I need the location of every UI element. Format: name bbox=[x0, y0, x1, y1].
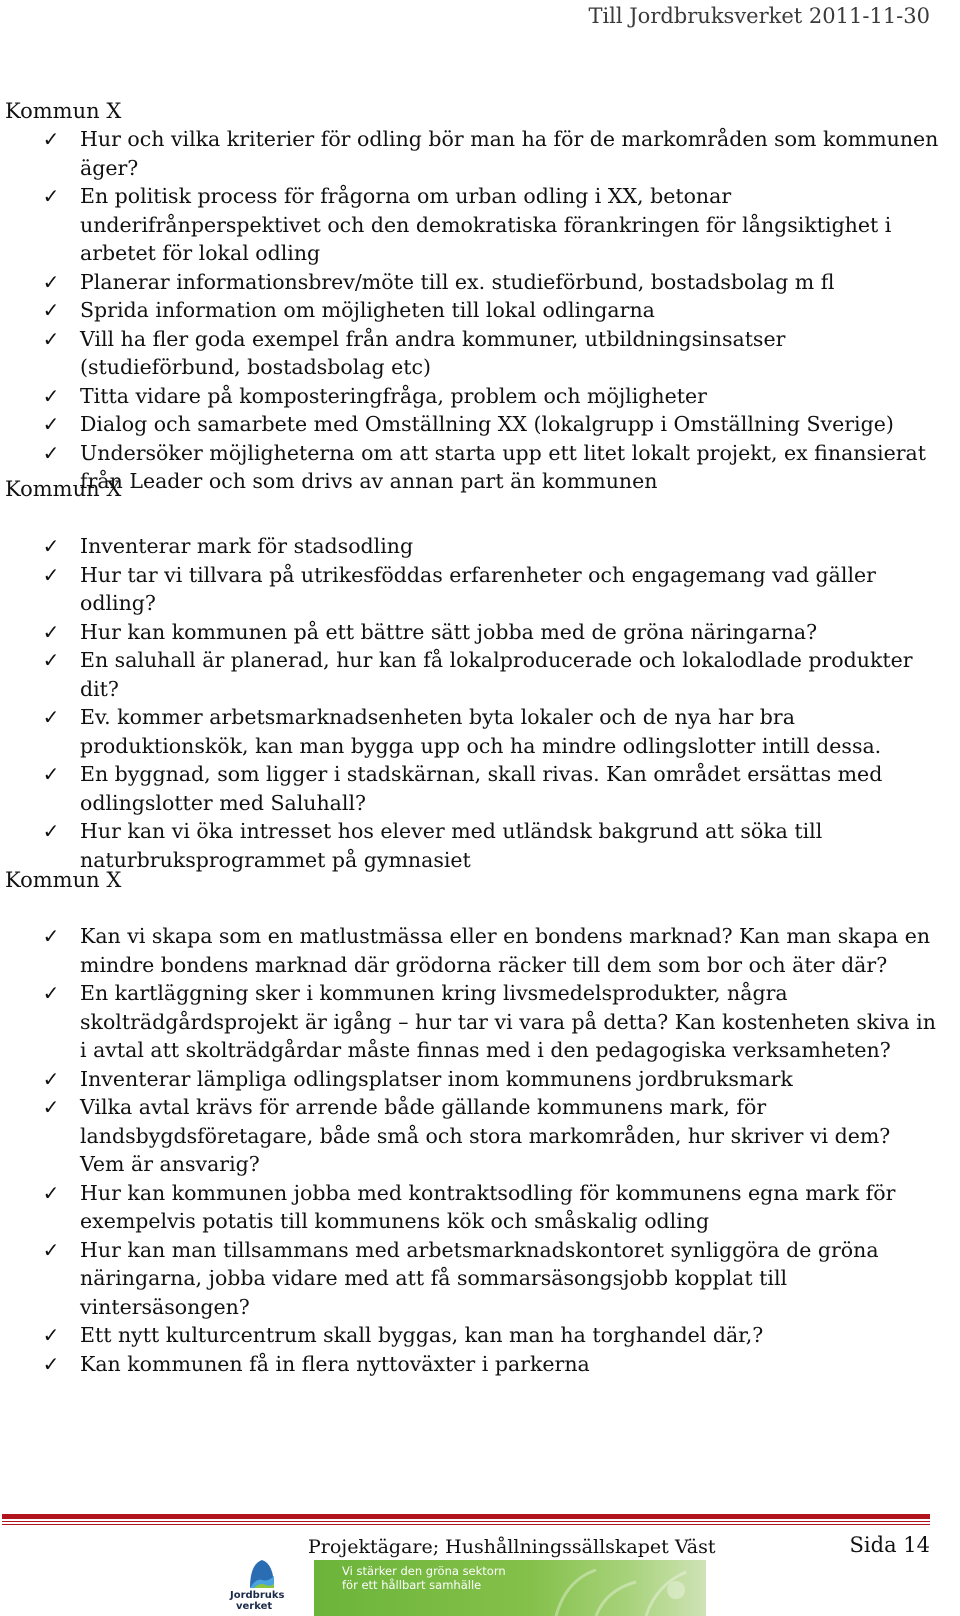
logo-emblem-icon bbox=[226, 1558, 298, 1592]
checkmark-icon: ✓ bbox=[42, 440, 60, 465]
list-item: ✓ Titta vidare på komposteringfråga, problem och möjligheter bbox=[0, 382, 960, 411]
checkmark-icon: ✓ bbox=[42, 534, 60, 558]
list-item: ✓ Planerar informationsbrev/möte till ex. studieförbund, bostadsbolag m fl bbox=[0, 268, 960, 297]
checkmark-icon: ✓ bbox=[42, 269, 60, 294]
footer-banner bbox=[314, 1560, 706, 1616]
checkmark-icon: ✓ bbox=[42, 298, 60, 322]
footer-rule-thin-2 bbox=[2, 1524, 930, 1525]
list-item: ✓ Kan kommunen få in flera nyttoväxter i parkerna bbox=[0, 1350, 960, 1379]
header-title: Till Jordbruksverket 2011-11-30 bbox=[588, 4, 930, 28]
list-item: ✓ En kartläggning sker i kommunen kring livsmedelsprodukter, några skolträdgårdsprojekt är igång – hur tar vi vara på detta? Kan kostenheten skiva in i avtal att skolträdgårdar måste finnas med i den pedagogiska verksamheten? bbox=[0, 979, 960, 1065]
banner-plant-icon bbox=[536, 1560, 706, 1616]
list-item: ✓ Hur kan man tillsammans med arbetsmarknadskontoret synliggöra de gröna näringarna, jobba vidare med att få sommarsäsongsjobb kopplat till vintersäsongen? bbox=[0, 1236, 960, 1322]
checkmark-icon: ✓ bbox=[42, 412, 60, 436]
page-number: Sida 14 bbox=[849, 1533, 930, 1557]
list-item: ✓ Sprida information om möjligheten till lokal odlingarna bbox=[0, 296, 960, 325]
section-list-2 bbox=[0, 532, 960, 874]
checkmark-icon: ✓ bbox=[42, 1095, 60, 1119]
section-list-1 bbox=[0, 125, 960, 496]
checkmark-icon: ✓ bbox=[42, 1351, 60, 1376]
checkmark-icon: ✓ bbox=[42, 762, 60, 786]
list-item: ✓ Inventerar mark för stadsodling bbox=[0, 532, 960, 561]
list-item: ✓ En politisk process för frågorna om urban odling i XX, betonar underifrånperspektivet och den demokratiska förankringen för långsiktighet i arbetet för lokal odling bbox=[0, 182, 960, 268]
banner-slogan: Vi stärker den gröna sektorn för ett hållbart samhälle bbox=[342, 1564, 506, 1592]
checkmark-icon: ✓ bbox=[42, 1066, 60, 1091]
list-item: ✓ Vilka avtal krävs för arrende både gällande kommunens mark, för landsbygdsföretagare, både små och stora markområden, hur skriver vi dem? Vem är ansvarig? bbox=[0, 1093, 960, 1179]
checkmark-icon: ✓ bbox=[42, 383, 60, 408]
jordbruksverket-logo bbox=[226, 1558, 298, 1616]
footer-project-owner: Projektägare; Hushållningssällskapet Väst bbox=[308, 1536, 716, 1558]
checkmark-icon: ✓ bbox=[42, 924, 60, 948]
checkmark-icon: ✓ bbox=[42, 562, 60, 587]
list-item: ✓ Hur kan kommunen på ett bättre sätt jobba med de gröna näringarna? bbox=[0, 618, 960, 647]
list-item: ✓ Undersöker möjligheterna om att starta upp ett litet lokalt projekt, ex finansierat från Leader och som drivs av annan part än kommunen bbox=[0, 439, 960, 496]
checkmark-icon: ✓ bbox=[42, 705, 60, 729]
list-item: ✓ Kan vi skapa som en matlustmässa eller en bondens marknad? Kan man skapa en mindre bondens marknad där grödorna räcker till dem som bor och äter där? bbox=[0, 922, 960, 979]
checkmark-icon: ✓ bbox=[42, 1237, 60, 1262]
checkmark-icon: ✓ bbox=[42, 619, 60, 644]
checkmark-icon: ✓ bbox=[42, 819, 60, 843]
checkmark-icon: ✓ bbox=[42, 184, 60, 208]
list-item: ✓ Hur kan kommunen jobba med kontraktsodling för kommunens egna mark för exempelvis potatis till kommunens kök och småskalig odling bbox=[0, 1179, 960, 1236]
section-title-2: Kommun X bbox=[5, 477, 122, 501]
logo-text: Jordbruks verket bbox=[230, 1590, 285, 1612]
checkmark-icon: ✓ bbox=[42, 1323, 60, 1347]
list-item: ✓ Hur kan vi öka intresset hos elever med utländsk bakgrund att söka till naturbruksprogrammet på gymnasiet bbox=[0, 817, 960, 874]
section-title-3: Kommun X bbox=[5, 868, 122, 892]
checkmark-icon: ✓ bbox=[42, 981, 60, 1005]
list-item: ✓ En byggnad, som ligger i stadskärnan, skall rivas. Kan området ersättas med odlingslotter med Saluhall? bbox=[0, 760, 960, 817]
list-item: ✓ Inventerar lämpliga odlingsplatser inom kommunens jordbruksmark bbox=[0, 1065, 960, 1094]
footer-rule-thin bbox=[2, 1521, 930, 1522]
section-title-1: Kommun X bbox=[5, 99, 122, 123]
list-item: ✓ Hur tar vi tillvara på utrikesföddas erfarenheter och engagemang vad gäller odling? bbox=[0, 561, 960, 618]
list-item: ✓ Dialog och samarbete med Omställning XX (lokalgrupp i Omställning Sverige) bbox=[0, 410, 960, 439]
list-item: ✓ Ett nytt kulturcentrum skall byggas, kan man ha torghandel där,? bbox=[0, 1321, 960, 1350]
checkmark-icon: ✓ bbox=[42, 1180, 60, 1205]
footer-rule-thick bbox=[2, 1514, 930, 1519]
list-item: ✓ En saluhall är planerad, hur kan få lokalproducerade och lokalodlade produkter dit? bbox=[0, 646, 960, 703]
list-item: ✓ Vill ha fler goda exempel från andra kommuner, utbildningsinsatser (studieförbund, bostadsbolag etc) bbox=[0, 325, 960, 382]
list-item: ✓ Hur och vilka kriterier för odling bör man ha för de markområden som kommunen äger? bbox=[0, 125, 960, 182]
list-item: ✓ Ev. kommer arbetsmarknadsenheten byta lokaler och de nya har bra produktionskök, kan man bygga upp och ha mindre odlingslotter intill dessa. bbox=[0, 703, 960, 760]
checkmark-icon: ✓ bbox=[42, 648, 60, 672]
checkmark-icon: ✓ bbox=[42, 127, 60, 151]
section-list-3 bbox=[0, 922, 960, 1378]
checkmark-icon: ✓ bbox=[42, 326, 60, 351]
